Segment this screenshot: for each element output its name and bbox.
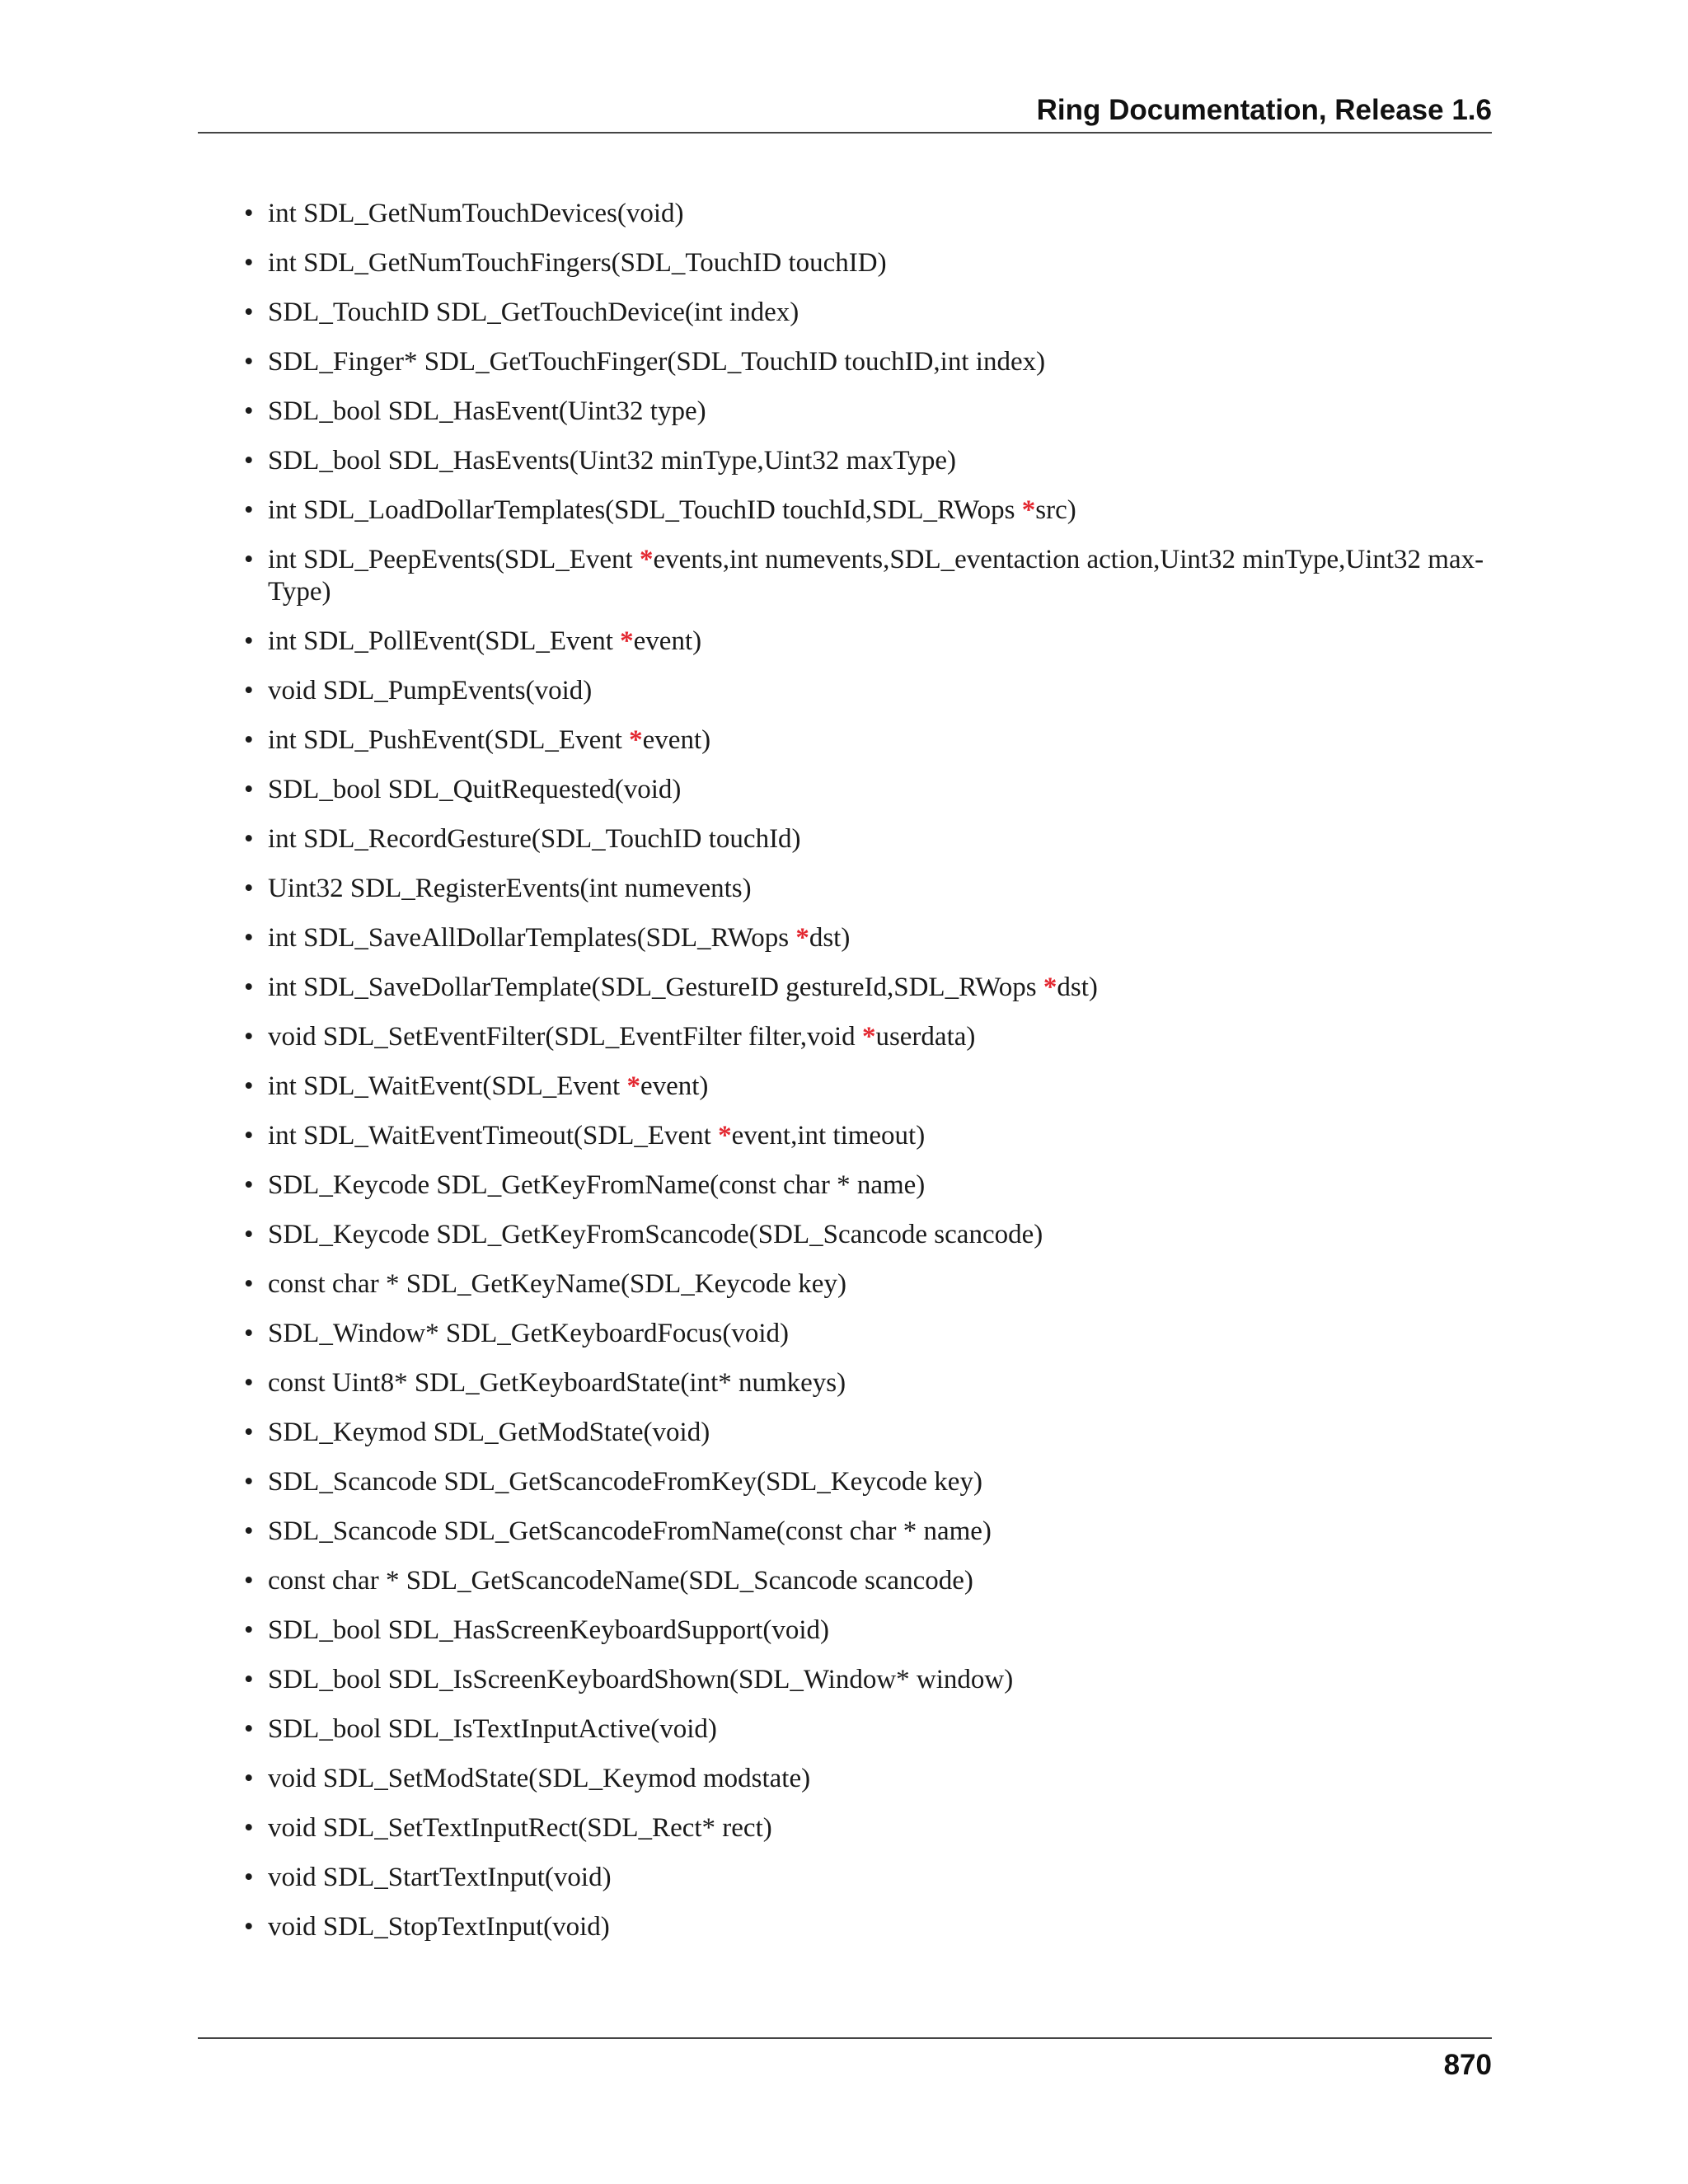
list-item	[198, 544, 1493, 608]
bullet-icon: •	[244, 972, 254, 1002]
bullet-icon: •	[244, 347, 254, 377]
bullet-icon: •	[244, 1863, 254, 1892]
item-text: void SDL_SetEventFilter(SDL_EventFilter filter,void	[268, 1022, 862, 1052]
item-text: SDL_bool SDL_HasScreenKeyboardSupport(void)	[268, 1615, 829, 1645]
bullet-icon: •	[244, 676, 254, 705]
list-item	[198, 1911, 1493, 1943]
item-text: SDL_Scancode SDL_GetScancodeFromName(const char * name)	[268, 1516, 992, 1546]
list-item	[198, 823, 1493, 855]
list-item	[198, 1763, 1493, 1795]
item-text: void SDL_StartTextInput(void)	[268, 1863, 612, 1892]
bullet-icon: •	[244, 1912, 254, 1942]
pointer-asterisk: *	[626, 1071, 640, 1101]
list-item	[198, 873, 1493, 905]
item-text: SDL_Keycode SDL_GetKeyFromScancode(SDL_Scancode scancode)	[268, 1220, 1043, 1249]
bullet-icon: •	[244, 248, 254, 278]
item-text: event,int timeout)	[731, 1121, 926, 1151]
list-item	[198, 494, 1493, 527]
bullet-icon: •	[244, 923, 254, 953]
list-item	[198, 1268, 1493, 1301]
list-item	[198, 396, 1493, 428]
item-text: int SDL_PushEvent(SDL_Event	[268, 725, 630, 755]
item-text: int SDL_PeepEvents(SDL_Event	[268, 545, 640, 574]
list-item	[198, 922, 1493, 954]
list-item	[198, 1565, 1493, 1597]
item-text: events,int numevents,SDL_eventaction action,Uint32 minType,Uint32 max-Type)	[268, 545, 1484, 607]
bullet-icon: •	[244, 725, 254, 755]
item-text: event)	[633, 626, 702, 656]
page-number: 870	[1443, 2049, 1492, 2081]
bullet-icon: •	[244, 1368, 254, 1398]
item-text: dst)	[809, 923, 851, 953]
item-text: SDL_Keycode SDL_GetKeyFromName(const char * name)	[268, 1170, 926, 1200]
bullet-icon: •	[244, 1418, 254, 1447]
item-text: SDL_bool SDL_HasEvents(Uint32 minType,Uint32 maxType)	[268, 446, 956, 476]
item-text: SDL_Keymod SDL_GetModState(void)	[268, 1418, 710, 1447]
item-text: int SDL_PollEvent(SDL_Event	[268, 626, 621, 656]
item-text: int SDL_SaveDollarTemplate(SDL_GestureID gestureId,SDL_RWops	[268, 972, 1043, 1002]
bullet-icon: •	[244, 1615, 254, 1645]
item-text: userdata)	[875, 1022, 976, 1052]
list-item	[198, 972, 1493, 1004]
list-item	[198, 1516, 1493, 1548]
bullet-icon: •	[244, 626, 254, 656]
bullet-icon: •	[244, 1665, 254, 1694]
item-text: int SDL_WaitEvent(SDL_Event	[268, 1071, 627, 1101]
item-text: const char * SDL_GetScancodeName(SDL_Scancode scancode)	[268, 1566, 973, 1596]
list-item	[198, 198, 1493, 230]
page-header	[198, 89, 1492, 134]
item-text: SDL_bool SDL_HasEvent(Uint32 type)	[268, 396, 706, 426]
list-item	[198, 445, 1493, 477]
bullet-icon: •	[244, 824, 254, 854]
item-text: void SDL_SetTextInputRect(SDL_Rect* rect)	[268, 1813, 772, 1843]
bullet-icon: •	[244, 1319, 254, 1348]
bullet-icon: •	[244, 1813, 254, 1843]
item-text: int SDL_LoadDollarTemplates(SDL_TouchID touchId,SDL_RWops	[268, 495, 1022, 525]
bullet-icon: •	[244, 199, 254, 228]
list-item	[198, 1615, 1493, 1647]
list-item	[198, 774, 1493, 806]
bullet-icon: •	[244, 1566, 254, 1596]
item-text: SDL_bool SDL_QuitRequested(void)	[268, 775, 682, 804]
list-item	[198, 346, 1493, 378]
list-item	[198, 1812, 1493, 1844]
item-text: int SDL_WaitEventTimeout(SDL_Event	[268, 1121, 719, 1151]
bullet-icon: •	[244, 874, 254, 903]
pointer-asterisk: *	[629, 725, 643, 755]
bullet-icon: •	[244, 1071, 254, 1101]
item-text: SDL_Scancode SDL_GetScancodeFromKey(SDL_Keycode key)	[268, 1467, 982, 1497]
list-item	[198, 1862, 1493, 1894]
list-item	[198, 1417, 1493, 1449]
bullet-icon: •	[244, 446, 254, 476]
item-text: event)	[642, 725, 711, 755]
header-title: Ring Documentation, Release 1.6	[1036, 94, 1492, 126]
bullet-icon: •	[244, 1220, 254, 1249]
list-item	[198, 1169, 1493, 1202]
list-item	[198, 724, 1493, 757]
list-item	[198, 626, 1493, 658]
item-text: SDL_Window* SDL_GetKeyboardFocus(void)	[268, 1319, 790, 1348]
list-item	[198, 1219, 1493, 1251]
bullet-icon: •	[244, 1467, 254, 1497]
bullet-icon: •	[244, 1764, 254, 1793]
item-text: int SDL_SaveAllDollarTemplates(SDL_RWops	[268, 923, 796, 953]
list-item	[198, 247, 1493, 279]
pointer-asterisk: *	[795, 923, 809, 953]
item-text: SDL_bool SDL_IsTextInputActive(void)	[268, 1714, 717, 1744]
pointer-asterisk: *	[620, 626, 634, 656]
item-text: src)	[1035, 495, 1076, 525]
item-text: SDL_TouchID SDL_GetTouchDevice(int index)	[268, 298, 799, 327]
list-item	[198, 1071, 1493, 1103]
bullet-icon: •	[244, 775, 254, 804]
item-text: SDL_Finger* SDL_GetTouchFinger(SDL_TouchID touchID,int index)	[268, 347, 1046, 377]
list-item	[198, 1466, 1493, 1498]
bullet-icon: •	[244, 396, 254, 426]
bullet-icon: •	[244, 1121, 254, 1151]
item-text: const char * SDL_GetKeyName(SDL_Keycode key)	[268, 1269, 846, 1299]
item-text: int SDL_GetNumTouchDevices(void)	[268, 199, 684, 228]
pointer-asterisk: *	[718, 1121, 732, 1151]
list-item	[198, 297, 1493, 329]
list-item	[198, 1713, 1493, 1746]
item-text: void SDL_StopTextInput(void)	[268, 1912, 610, 1942]
list-item	[198, 1367, 1493, 1399]
bullet-icon: •	[244, 1516, 254, 1546]
pointer-asterisk: *	[861, 1022, 876, 1052]
pointer-asterisk: *	[1043, 972, 1057, 1002]
item-text: void SDL_PumpEvents(void)	[268, 676, 593, 705]
list-item	[198, 1664, 1493, 1696]
list-item	[198, 675, 1493, 707]
bullet-icon: •	[244, 545, 254, 574]
item-text: event)	[640, 1071, 709, 1101]
bullet-icon: •	[244, 495, 254, 525]
item-text: const Uint8* SDL_GetKeyboardState(int* numkeys)	[268, 1368, 846, 1398]
item-text: int SDL_GetNumTouchFingers(SDL_TouchID touchID)	[268, 248, 887, 278]
item-text: SDL_bool SDL_IsScreenKeyboardShown(SDL_Window* window)	[268, 1665, 1014, 1694]
bullet-icon: •	[244, 1170, 254, 1200]
pointer-asterisk: *	[639, 545, 654, 574]
bullet-icon: •	[244, 1022, 254, 1052]
item-text: dst)	[1057, 972, 1098, 1002]
list-item	[198, 1318, 1493, 1350]
item-text: int SDL_RecordGesture(SDL_TouchID touchId)	[268, 824, 801, 854]
pointer-asterisk: *	[1021, 495, 1036, 525]
item-text: Uint32 SDL_RegisterEvents(int numevents)	[268, 874, 752, 903]
bullet-icon: •	[244, 1269, 254, 1299]
api-function-list	[198, 198, 1493, 1961]
page-footer	[198, 2037, 1492, 2081]
item-text: void SDL_SetModState(SDL_Keymod modstate)	[268, 1764, 811, 1793]
bullet-icon: •	[244, 298, 254, 327]
bullet-icon: •	[244, 1714, 254, 1744]
list-item	[198, 1021, 1493, 1053]
list-item	[198, 1120, 1493, 1152]
